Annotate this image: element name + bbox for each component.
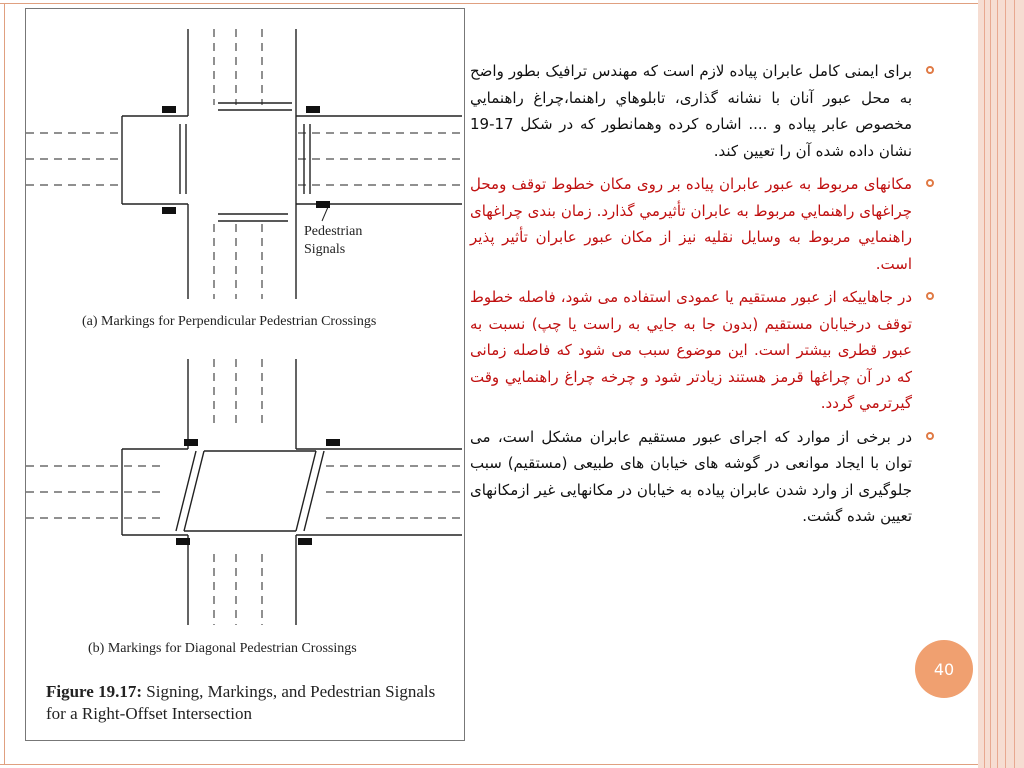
caption-a: (a) Markings for Perpendicular Pedestrian Crossings: [82, 314, 377, 329]
bullet-text-1: برای ایمنی کامل عابران پیاده لازم است که مهندس ترافیک بطور واضح به محل عبور آنان با نشانه گذاری، تابلوهاي راهنما،چراغ راهنمايي مخصوص عابر پیاده و .... اشاره کرده وهمانطور که در شکل 17-19 نشان داده شده آن را تعیین کند.: [470, 62, 912, 160]
decorative-stripes: [978, 0, 1024, 768]
bullet-circle-icon: [926, 66, 934, 74]
intersection-figure: [25, 8, 465, 741]
pedestrian-signals-label: [304, 223, 394, 259]
bullet-item-3: [470, 284, 934, 417]
bullet-text-4: در برخی از موارد که اجرای عبور مستقیم عابران مشکل است، می توان با ایجاد موانعی در گوشه های خیابان های طبیعی (مستقیم) سبب جلوگیری از وارد شدن عابران پیاده به خیابان در مکانهایی غیر ازمکانهای تعیین شده گشت.: [470, 427, 912, 525]
pedestrian-label-line1: Pedestrian: [304, 224, 363, 239]
bullet-text-2: مکانهای مربوط به عبور عابران پیاده بر روی مکان خطوط توقف ومحل چراغهای راهنمايي مربوط به عابران تأثيرمي گذارد. زمان بندی چراغهای راهنمايي مربوط به وسايل نقلیه نیز از مکان عبور عابران تأثیر پذیر است.: [470, 175, 912, 273]
bullet-list: [470, 58, 934, 537]
figure-caption-title: Signing, Markings, and Pedestrian Signals for a Right-Offset Intersection: [46, 682, 436, 723]
bullet-circle-icon: [926, 432, 934, 440]
pedestrian-label-line2: Signals: [304, 242, 346, 257]
intersection-diagrams: [26, 9, 464, 740]
frame-left-line: [4, 3, 5, 765]
bullet-circle-icon: [926, 292, 934, 300]
figure-caption-label: Figure 19.17:: [46, 682, 143, 701]
bullet-circle-icon: [926, 179, 934, 187]
bullet-item-1: [470, 58, 934, 164]
bullet-item-4: [470, 424, 934, 530]
bullet-text-3: در جاهاییکه از عبور مستقیم یا عمودی استفاده می شود، فاصله خطوط توقف درخيابان مستقیم (بدون جا به جايي به راست یا چپ) نسبت به عبور قطری بیشتر است. این موضوع سبب می شود که فاصله زمانی که در آن چراغها قرمز هستند زيادتر شود و چرخه چراغ راهنمايي وقت گيرترمي گردد.: [470, 288, 912, 412]
frame-bottom-line: [0, 764, 978, 765]
frame-top-line: [0, 3, 978, 4]
caption-b: (b) Markings for Diagonal Pedestrian Crossings: [88, 641, 357, 656]
figure-caption: [46, 681, 456, 725]
page-number-badge: 40: [915, 640, 973, 698]
bullet-item-2: [470, 171, 934, 277]
